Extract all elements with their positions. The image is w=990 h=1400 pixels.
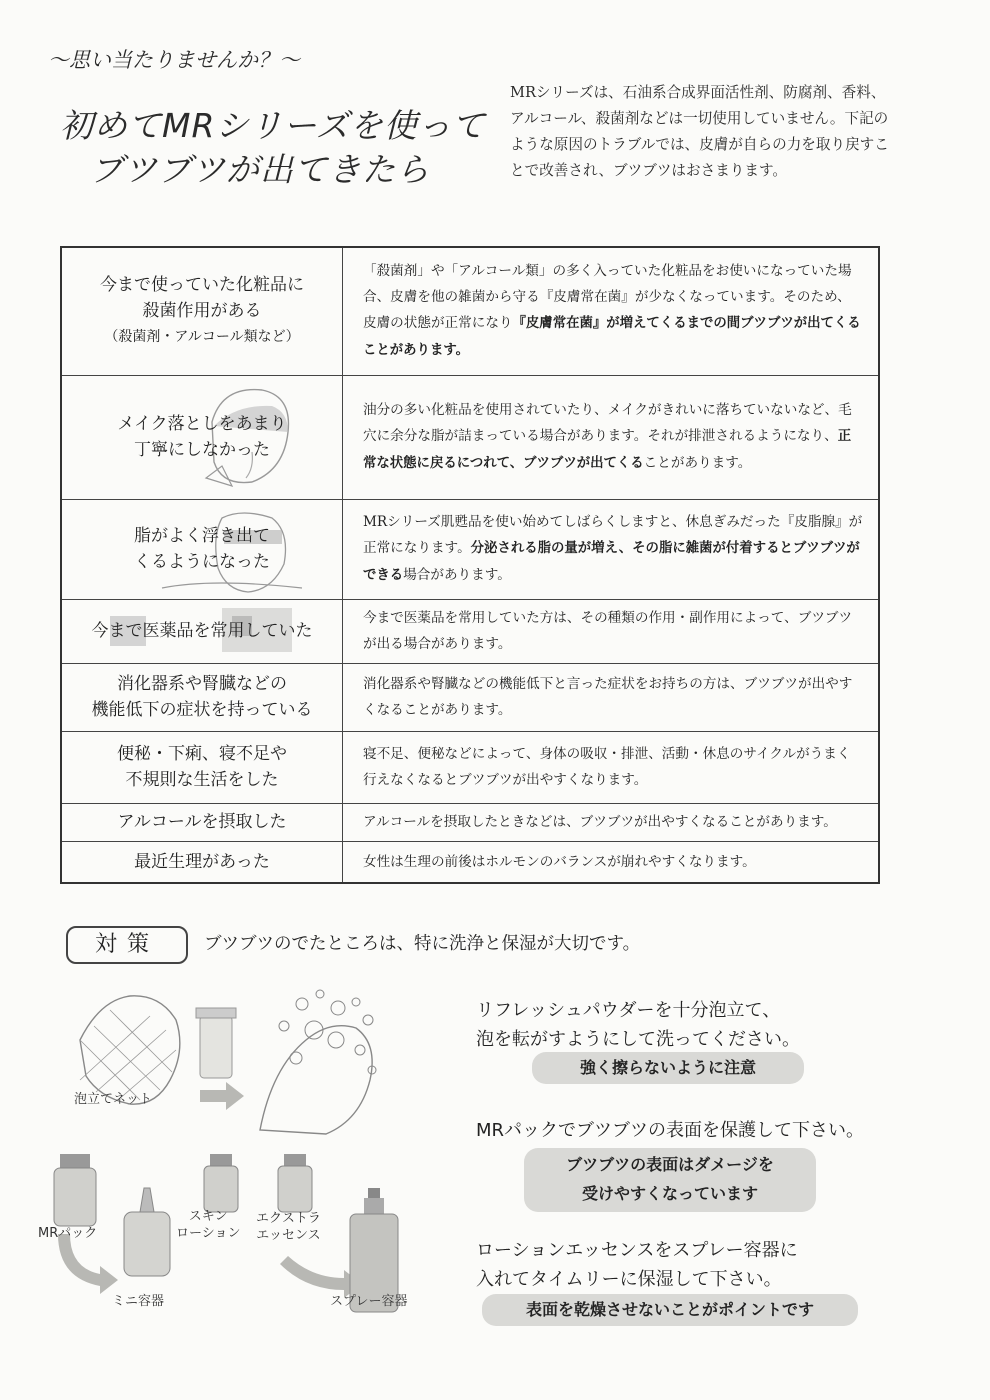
- cause-title: メイク落としをあまり: [117, 414, 287, 434]
- cause-cell: [61, 599, 343, 663]
- label-skin-lotion-line-2: ローション: [176, 1226, 241, 1241]
- explanation-cell: [343, 731, 880, 803]
- step-2-tag-line-1: ブツブツの表面はダメージを: [566, 1155, 774, 1174]
- cause-title: 機能低下の症状を持っている: [91, 700, 313, 720]
- label-mr-pack: MRパック: [38, 1226, 98, 1241]
- label-extra-essence-line-1: エクストラ: [256, 1211, 321, 1226]
- step-1-tag-text: 強く擦らないように注意: [579, 1058, 756, 1077]
- measures-badge: 対策: [66, 926, 188, 964]
- step-3-line-2: 入れてタイムリーに保湿して下さい。: [476, 1269, 782, 1290]
- label-skin-lotion-line-1: スキン: [188, 1209, 228, 1224]
- explanation-cell: [343, 247, 880, 375]
- table-row: [61, 375, 879, 499]
- explanation-text: 油分の多い化粧品を使用されていたり、メイクがきれいに落ちていないなど、毛穴に余分な脂が詰まっている場合があります。それが排泄されるようになり、: [363, 402, 852, 444]
- label-mini-container: ミニ容器: [112, 1294, 165, 1309]
- cause-cell: [61, 663, 343, 731]
- table-row: [61, 803, 879, 841]
- cause-subtitle: （殺菌剤・アルコール類など）: [104, 329, 300, 346]
- step-3-tag: [482, 1294, 858, 1326]
- table-row: [61, 499, 879, 599]
- cause-title: 便秘・下痢、寝不足や: [117, 744, 287, 764]
- cause-title: 今まで医薬品を常用していた: [91, 621, 313, 641]
- explanation-emphasis: 『皮膚常在菌』が増えてくるまでの間ブツブツが出てくることがあります。: [363, 316, 861, 359]
- cause-cell: [61, 841, 343, 883]
- explanation-text: ことがあります。: [643, 455, 752, 471]
- table-row: [61, 731, 879, 803]
- explanation-cell: [343, 841, 880, 883]
- headline: [60, 104, 486, 192]
- headline-line-2: ブツブツが出てきたら: [90, 150, 430, 189]
- explanation-text: アルコールを摂取したときなどは、ブツブツが出やすくなることがあります。: [363, 814, 837, 830]
- explanation-text: 寝不足、便秘などによって、身体の吸収・排泄、活動・休息のサイクルがうまく行えなくなるとブツブツが出やすくなります。: [363, 746, 851, 788]
- label-extra-essence: [256, 1210, 321, 1244]
- table-row: [61, 247, 879, 375]
- step-3-text: [476, 1236, 798, 1294]
- explanation-cell: [343, 599, 880, 663]
- cause-title: 丁寧にしなかった: [134, 440, 270, 460]
- explanation-text: 消化器系や腎臓などの機能低下と言った症状をお持ちの方は、ブツブツが出やすくなることがあります。: [363, 676, 853, 718]
- explanation-cell: [343, 803, 880, 841]
- intro-paragraph: MRシリーズは、石油系合成界面活性剤、防腐剤、香料、アルコール、殺菌剤などは一切使用していません。下記のような原因のトラブルでは、皮膚が自らの力を取り戻すことで改善され、ブツブツはおさまります。: [510, 84, 889, 179]
- step-3-tag-text: 表面を乾燥させないことがポイントです: [525, 1300, 814, 1319]
- washing-illustration: [60, 980, 400, 1140]
- tagline: 〜思い当たりませんか？〜: [48, 48, 300, 72]
- label-extra-essence-line-2: エッセンス: [256, 1228, 321, 1243]
- step-1-tag: [532, 1052, 804, 1084]
- explanation-text: 場合があります。: [403, 567, 511, 583]
- explanation-text: MRシリーズ肌甦品を使い始めてしばらくしますと、休息ぎみだった『皮脂腺』が正常になります。: [363, 514, 863, 556]
- step-2-tag: [524, 1148, 816, 1212]
- cause-title: 今まで使っていた化粧品に: [100, 275, 304, 296]
- cause-cell: [61, 247, 343, 375]
- label-skin-lotion: [176, 1208, 240, 1242]
- explanation-emphasis: 分泌される脂の量が増え、その脂に雑菌が付着するとブツブツができる: [363, 541, 860, 583]
- explanation-cell: [343, 375, 880, 499]
- measures-summary: ブツブツのでたところは、特に洗浄と保湿が大切です。: [204, 934, 641, 954]
- cause-title: くるようになった: [134, 552, 270, 572]
- cause-title: 脂がよく浮き出て: [134, 526, 270, 546]
- step-1-line-1: リフレッシュパウダーを十分泡立て、: [476, 1000, 781, 1021]
- table-row: [61, 841, 879, 883]
- cause-title: 不規則な生活をした: [125, 770, 279, 790]
- step-1-text: [476, 996, 800, 1054]
- step-2-text: [476, 1116, 864, 1145]
- explanation-cell: [343, 663, 880, 731]
- step-3-line-1: ローションエッセンスをスプレー容器に: [476, 1240, 798, 1261]
- cause-cell: [61, 731, 343, 803]
- cause-cell: [61, 499, 343, 599]
- explanation-text: 「殺菌剤」や「アルコール類」の多く入っていた化粧品をお使いになっていた場合、皮膚を他の雑菌から守る『皮膚常在菌』が少なくなっています。そのため、皮膚の状態が正常になり: [363, 263, 852, 332]
- label-spray-container: スプレー容器: [330, 1294, 408, 1309]
- step-2-tag-line-2: 受けやすくなっています: [581, 1184, 758, 1203]
- cause-title: 殺菌作用がある: [142, 301, 262, 322]
- explanation-text: 女性は生理の前後はホルモンのバランスが崩れやすくなります。: [363, 853, 756, 870]
- explanation-emphasis: 正常な状態に戻るにつれて、ブツブツが出てくる: [363, 429, 852, 471]
- step-2-line-1: MRパックでブツブツの表面を保護して下さい。: [476, 1120, 865, 1141]
- cause-cell: [61, 375, 343, 499]
- step-1-line-2: 泡を転がすようにして洗ってください。: [476, 1029, 800, 1050]
- table-row: [61, 663, 879, 731]
- label-net: 泡立てネット: [74, 1092, 153, 1107]
- table-row: [61, 599, 879, 663]
- explanation-text: 今まで医薬品を常用していた方は、その種類の作用・副作用によって、ブツブツが出る場合があります。: [363, 610, 853, 652]
- cause-cell: [61, 803, 343, 841]
- cause-title: アルコールを摂取した: [117, 812, 287, 832]
- cause-title: 消化器系や腎臓などの: [117, 674, 287, 694]
- explanation-cell: [343, 499, 880, 599]
- cause-title: 最近生理があった: [134, 851, 270, 872]
- cause-table: [60, 246, 880, 884]
- headline-line-1: 初めてMRシリーズを使って: [60, 106, 486, 145]
